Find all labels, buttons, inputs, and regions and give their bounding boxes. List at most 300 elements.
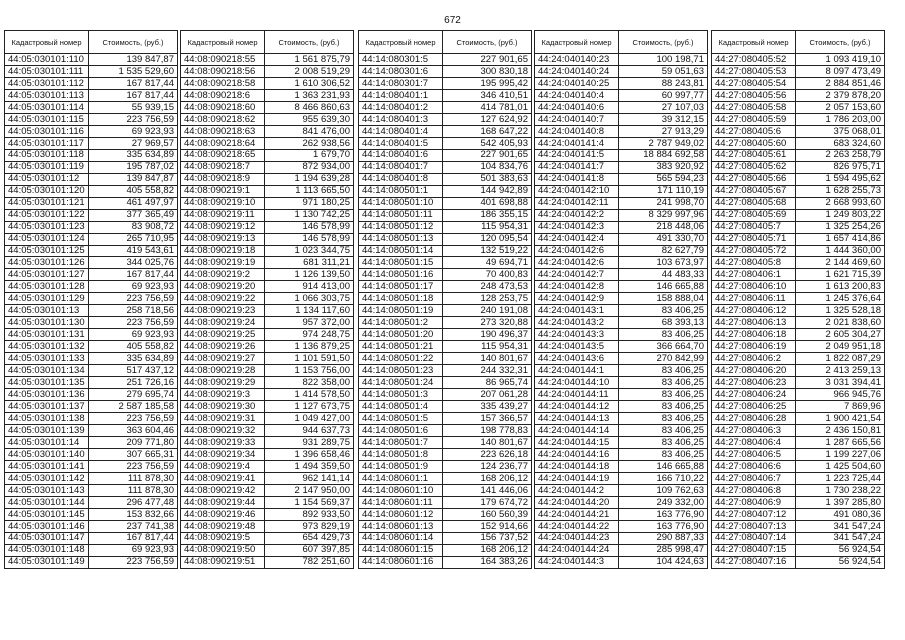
table-row xyxy=(359,113,532,125)
header-row xyxy=(5,31,178,54)
table-row xyxy=(359,137,532,149)
table-row xyxy=(5,293,178,305)
cadastral-number-cell: 44:05:030101:112 xyxy=(5,77,89,89)
table-row xyxy=(712,556,885,568)
cost-cell: 55 939,15 xyxy=(89,101,178,113)
table-row xyxy=(712,413,885,425)
cadastral-number-cell: 44:24:040144:1 xyxy=(535,365,619,377)
column-header-cadastral: Кадастровый номер xyxy=(5,31,89,54)
table-row xyxy=(712,389,885,401)
cadastral-number-cell: 44:05:030101:119 xyxy=(5,161,89,173)
cadastral-number-cell: 44:05:030101:133 xyxy=(5,353,89,365)
table-row xyxy=(5,353,178,365)
table-row xyxy=(712,54,885,66)
cadastral-number-cell: 44:08:090219:22 xyxy=(181,293,265,305)
table-row xyxy=(535,437,708,449)
cadastral-number-cell: 44:14:080501:21 xyxy=(359,341,443,353)
cadastral-number-cell: 44:14:080501:15 xyxy=(359,257,443,269)
cadastral-number-cell: 44:14:080501:14 xyxy=(359,245,443,257)
cost-cell: 115 954,31 xyxy=(443,221,532,233)
cost-cell: 244 332,31 xyxy=(443,365,532,377)
table-row xyxy=(181,89,354,101)
table-row xyxy=(712,401,885,413)
cost-cell: 124 236,77 xyxy=(443,460,532,472)
table-row xyxy=(535,149,708,161)
table-row xyxy=(359,448,532,460)
table-row xyxy=(181,197,354,209)
table-row xyxy=(359,269,532,281)
cadastral-number-cell: 44:05:030101:147 xyxy=(5,532,89,544)
table-row xyxy=(535,113,708,125)
table-row xyxy=(181,401,354,413)
table-row xyxy=(359,365,532,377)
cost-cell: 49 694,71 xyxy=(443,257,532,269)
table-row xyxy=(712,125,885,137)
cadastral-number-cell: 44:08:090219:33 xyxy=(181,437,265,449)
cadastral-number-cell: 44:05:030101:140 xyxy=(5,448,89,460)
table-row xyxy=(5,113,178,125)
cost-cell: 83 406,25 xyxy=(619,329,708,341)
table-row xyxy=(5,544,178,556)
table-row xyxy=(359,389,532,401)
cost-cell: 931 289,75 xyxy=(265,437,354,449)
cadastral-number-cell: 44:08:090219:29 xyxy=(181,377,265,389)
cost-cell: 565 594,23 xyxy=(619,173,708,185)
table-row xyxy=(181,425,354,437)
table-row xyxy=(535,329,708,341)
cadastral-number-cell: 44:05:030101:143 xyxy=(5,484,89,496)
cost-cell: 401 698,88 xyxy=(443,197,532,209)
cost-cell: 1 287 665,56 xyxy=(796,437,885,449)
cadastral-number-cell: 44:08:090219:3 xyxy=(181,389,265,401)
cadastral-number-cell: 44:27:080407:15 xyxy=(712,544,796,556)
cadastral-number-cell: 44:08:090219:19 xyxy=(181,257,265,269)
cadastral-number-cell: 44:05:030101:121 xyxy=(5,197,89,209)
table-row xyxy=(5,233,178,245)
cadastral-number-cell: 44:14:080501:22 xyxy=(359,353,443,365)
cost-cell: 83 406,25 xyxy=(619,448,708,460)
cadastral-number-cell: 44:27:080406:12 xyxy=(712,305,796,317)
cadastral-number-cell: 44:05:030101:149 xyxy=(5,556,89,568)
cadastral-number-cell: 44:14:080301:5 xyxy=(359,54,443,66)
cost-cell: 1 093 419,10 xyxy=(796,54,885,66)
cadastral-number-cell: 44:05:030101:127 xyxy=(5,269,89,281)
cadastral-number-cell: 44:27:080406:19 xyxy=(712,341,796,353)
table-row xyxy=(712,209,885,221)
cadastral-number-cell: 44:05:030101:125 xyxy=(5,245,89,257)
register-table-1 xyxy=(4,30,178,569)
cost-cell: 841 476,00 xyxy=(265,125,354,137)
cadastral-number-cell: 44:05:030101:114 xyxy=(5,101,89,113)
table-row xyxy=(359,484,532,496)
table-row xyxy=(5,197,178,209)
table-row xyxy=(535,484,708,496)
table-row xyxy=(181,54,354,66)
cost-cell: 8 466 860,63 xyxy=(265,101,354,113)
cadastral-number-cell: 44:24:040144:24 xyxy=(535,544,619,556)
table-row xyxy=(359,520,532,532)
cost-cell: 1 730 238,22 xyxy=(796,484,885,496)
cost-cell: 115 954,31 xyxy=(443,341,532,353)
table-row xyxy=(359,281,532,293)
table-row xyxy=(712,472,885,484)
table-row xyxy=(359,305,532,317)
register-table-4 xyxy=(534,30,708,569)
table-row xyxy=(181,101,354,113)
table-row xyxy=(5,89,178,101)
cadastral-number-cell: 44:24:040142:6 xyxy=(535,257,619,269)
cadastral-number-cell: 44:08:090218:62 xyxy=(181,113,265,125)
table-row xyxy=(712,460,885,472)
table-row xyxy=(181,113,354,125)
cadastral-number-cell: 44:27:080406:10 xyxy=(712,281,796,293)
cost-cell: 209 771,80 xyxy=(89,437,178,449)
cadastral-number-cell: 44:24:040142:10 xyxy=(535,185,619,197)
cadastral-number-cell: 44:27:080406:1 xyxy=(712,269,796,281)
column-header-cost: Стоимость, (руб.) xyxy=(89,31,178,54)
cost-cell: 120 095,54 xyxy=(443,233,532,245)
cadastral-number-cell: 44:05:030101:123 xyxy=(5,221,89,233)
cadastral-number-cell: 44:08:090219:12 xyxy=(181,221,265,233)
cost-cell: 69 923,93 xyxy=(89,544,178,556)
cost-cell: 69 923,93 xyxy=(89,329,178,341)
cadastral-number-cell: 44:08:090219:34 xyxy=(181,448,265,460)
cadastral-number-cell: 44:05:030101:132 xyxy=(5,341,89,353)
cost-cell: 1 610 306,52 xyxy=(265,77,354,89)
cadastral-number-cell: 44:14:080401:4 xyxy=(359,125,443,137)
cost-cell: 461 497,97 xyxy=(89,197,178,209)
table-row xyxy=(712,113,885,125)
cost-cell: 248 473,53 xyxy=(443,281,532,293)
cadastral-number-cell: 44:14:080501:6 xyxy=(359,425,443,437)
cadastral-number-cell: 44:27:080406:23 xyxy=(712,377,796,389)
cadastral-number-cell: 44:27:080405:62 xyxy=(712,161,796,173)
table-row xyxy=(181,365,354,377)
table-row xyxy=(535,508,708,520)
cost-cell: 163 776,90 xyxy=(619,520,708,532)
cost-cell: 240 191,08 xyxy=(443,305,532,317)
cost-cell: 1 325 528,18 xyxy=(796,305,885,317)
cost-cell: 59 051,63 xyxy=(619,65,708,77)
cost-cell: 405 558,82 xyxy=(89,341,178,353)
cadastral-number-cell: 44:05:030101:138 xyxy=(5,413,89,425)
cadastral-number-cell: 44:24:040141:8 xyxy=(535,173,619,185)
cost-cell: 8 329 997,96 xyxy=(619,209,708,221)
table-row xyxy=(5,437,178,449)
table-row xyxy=(5,556,178,568)
cadastral-number-cell: 44:14:080501:7 xyxy=(359,437,443,449)
cost-cell: 166 710,22 xyxy=(619,472,708,484)
cadastral-number-cell: 44:27:080406:24 xyxy=(712,389,796,401)
table-row xyxy=(535,257,708,269)
cadastral-number-cell: 44:14:080501:8 xyxy=(359,448,443,460)
cost-cell: 296 477,48 xyxy=(89,496,178,508)
cadastral-number-cell: 44:27:080405:52 xyxy=(712,54,796,66)
table-row xyxy=(359,532,532,544)
cadastral-number-cell: 44:08:090219:51 xyxy=(181,556,265,568)
cost-cell: 1 657 414,86 xyxy=(796,233,885,245)
cadastral-number-cell: 44:05:030101:141 xyxy=(5,460,89,472)
cost-cell: 68 393,13 xyxy=(619,317,708,329)
cadastral-number-cell: 44:08:090219:26 xyxy=(181,341,265,353)
table-row xyxy=(5,532,178,544)
cadastral-number-cell: 44:14:080501:16 xyxy=(359,269,443,281)
table-row xyxy=(181,437,354,449)
table-row xyxy=(359,77,532,89)
cost-cell: 1 101 591,50 xyxy=(265,353,354,365)
cost-cell: 2 021 838,60 xyxy=(796,317,885,329)
cadastral-number-cell: 44:05:030101:131 xyxy=(5,329,89,341)
cadastral-number-cell: 44:14:080601:13 xyxy=(359,520,443,532)
cost-cell: 207 061,28 xyxy=(443,389,532,401)
cadastral-number-cell: 44:14:080501:17 xyxy=(359,281,443,293)
table-row xyxy=(712,221,885,233)
cadastral-number-cell: 44:08:090219:4 xyxy=(181,460,265,472)
cost-cell: 973 829,19 xyxy=(265,520,354,532)
table-row xyxy=(535,281,708,293)
cadastral-number-cell: 44:14:080501:12 xyxy=(359,221,443,233)
cost-cell: 153 832,66 xyxy=(89,508,178,520)
table-row xyxy=(535,209,708,221)
table-row xyxy=(181,556,354,568)
cadastral-number-cell: 44:27:080406:3 xyxy=(712,425,796,437)
cadastral-number-cell: 44:14:080601:11 xyxy=(359,496,443,508)
cadastral-number-cell: 44:05:030101:129 xyxy=(5,293,89,305)
table-row xyxy=(181,377,354,389)
cadastral-number-cell: 44:24:040144:21 xyxy=(535,508,619,520)
cost-cell: 1 245 376,64 xyxy=(796,293,885,305)
cost-cell: 227 901,65 xyxy=(443,149,532,161)
cadastral-number-cell: 44:05:030101:124 xyxy=(5,233,89,245)
cadastral-number-cell: 44:08:090219:48 xyxy=(181,520,265,532)
cadastral-number-cell: 44:08:090219:30 xyxy=(181,401,265,413)
cadastral-number-cell: 44:24:040144:13 xyxy=(535,413,619,425)
cost-cell: 2 049 951,18 xyxy=(796,341,885,353)
table-row xyxy=(5,137,178,149)
cadastral-number-cell: 44:08:090219:24 xyxy=(181,317,265,329)
cost-cell: 83 406,25 xyxy=(619,389,708,401)
cadastral-number-cell: 44:05:030101:135 xyxy=(5,377,89,389)
table-row xyxy=(181,472,354,484)
table-row xyxy=(5,209,178,221)
cost-cell: 962 141,14 xyxy=(265,472,354,484)
cost-cell: 109 762,63 xyxy=(619,484,708,496)
table-row xyxy=(181,484,354,496)
cost-cell: 223 756,59 xyxy=(89,413,178,425)
table-row xyxy=(181,305,354,317)
cost-cell: 7 869,96 xyxy=(796,401,885,413)
cadastral-number-cell: 44:27:080406:7 xyxy=(712,472,796,484)
cost-cell: 307 665,31 xyxy=(89,448,178,460)
cost-cell: 1 130 742,25 xyxy=(265,209,354,221)
cadastral-number-cell: 44:24:040140:6 xyxy=(535,101,619,113)
table-row xyxy=(181,245,354,257)
cost-cell: 1 194 639,28 xyxy=(265,173,354,185)
table-row xyxy=(5,54,178,66)
cost-cell: 249 332,00 xyxy=(619,496,708,508)
table-row xyxy=(535,54,708,66)
cost-cell: 2 668 993,60 xyxy=(796,197,885,209)
cadastral-number-cell: 44:08:090218:63 xyxy=(181,125,265,137)
table-row xyxy=(535,101,708,113)
table-row xyxy=(535,317,708,329)
cadastral-number-cell: 44:14:080401:2 xyxy=(359,101,443,113)
cost-cell: 186 355,15 xyxy=(443,209,532,221)
table-row xyxy=(5,125,178,137)
table-row xyxy=(359,173,532,185)
table-row xyxy=(181,221,354,233)
cadastral-number-cell: 44:14:080501:3 xyxy=(359,389,443,401)
cost-cell: 139 847,87 xyxy=(89,173,178,185)
cost-cell: 171 110,19 xyxy=(619,185,708,197)
table-row xyxy=(5,269,178,281)
cost-cell: 2 147 950,00 xyxy=(265,484,354,496)
cost-cell: 1 613 200,83 xyxy=(796,281,885,293)
cadastral-number-cell: 44:05:030101:126 xyxy=(5,257,89,269)
table-row xyxy=(535,460,708,472)
cadastral-number-cell: 44:24:040143:6 xyxy=(535,353,619,365)
cadastral-number-cell: 44:27:080405:72 xyxy=(712,245,796,257)
cadastral-number-cell: 44:08:090218:56 xyxy=(181,65,265,77)
table-row xyxy=(712,233,885,245)
cost-cell: 144 942,89 xyxy=(443,185,532,197)
header-row xyxy=(712,31,885,54)
cadastral-number-cell: 44:14:080501:13 xyxy=(359,233,443,245)
cost-cell: 218 448,06 xyxy=(619,221,708,233)
cadastral-number-cell: 44:24:040141:4 xyxy=(535,137,619,149)
cost-cell: 2 605 304,27 xyxy=(796,329,885,341)
cadastral-number-cell: 44:05:030101:148 xyxy=(5,544,89,556)
table-row xyxy=(181,209,354,221)
table-row xyxy=(5,425,178,437)
cadastral-number-cell: 44:24:040141:5 xyxy=(535,149,619,161)
table-row xyxy=(712,101,885,113)
table-row xyxy=(359,197,532,209)
table-row xyxy=(181,173,354,185)
cost-cell: 955 639,30 xyxy=(265,113,354,125)
cost-cell: 782 251,60 xyxy=(265,556,354,568)
table-row xyxy=(535,472,708,484)
cost-cell: 346 410,51 xyxy=(443,89,532,101)
cost-cell: 3 031 394,41 xyxy=(796,377,885,389)
table-row xyxy=(712,293,885,305)
table-row xyxy=(359,556,532,568)
cadastral-number-cell: 44:27:080406:2 xyxy=(712,353,796,365)
cadastral-number-cell: 44:08:090219:25 xyxy=(181,329,265,341)
cost-cell: 104 424,63 xyxy=(619,556,708,568)
table-row xyxy=(181,77,354,89)
cost-cell: 654 429,73 xyxy=(265,532,354,544)
table-row xyxy=(359,161,532,173)
table-row xyxy=(359,65,532,77)
cost-cell: 344 025,76 xyxy=(89,257,178,269)
cost-cell: 167 817,44 xyxy=(89,77,178,89)
cost-cell: 104 834,76 xyxy=(443,161,532,173)
table-row xyxy=(5,185,178,197)
table-row xyxy=(181,233,354,245)
cadastral-number-cell: 44:08:090219:11 xyxy=(181,209,265,221)
cadastral-number-cell: 44:08:090218:55 xyxy=(181,54,265,66)
cost-cell: 83 406,25 xyxy=(619,401,708,413)
cost-cell: 164 383,26 xyxy=(443,556,532,568)
table-row xyxy=(5,341,178,353)
cadastral-number-cell: 44:27:080407:16 xyxy=(712,556,796,568)
cost-cell: 18 884 692,58 xyxy=(619,149,708,161)
cost-cell: 251 726,16 xyxy=(89,377,178,389)
cadastral-number-cell: 44:08:090219:20 xyxy=(181,281,265,293)
header-row xyxy=(181,31,354,54)
page-number: 672 xyxy=(444,15,461,26)
cost-cell: 383 920,92 xyxy=(619,161,708,173)
table-row xyxy=(359,233,532,245)
cadastral-number-cell: 44:27:080405:53 xyxy=(712,65,796,77)
cost-cell: 363 604,46 xyxy=(89,425,178,437)
table-row xyxy=(181,65,354,77)
cadastral-number-cell: 44:27:080406:25 xyxy=(712,401,796,413)
cadastral-number-cell: 44:05:030101:144 xyxy=(5,496,89,508)
cost-cell: 414 781,01 xyxy=(443,101,532,113)
cadastral-number-cell: 44:08:090219:46 xyxy=(181,508,265,520)
table-row xyxy=(359,377,532,389)
cost-cell: 300 830,18 xyxy=(443,65,532,77)
cost-cell: 517 437,12 xyxy=(89,365,178,377)
cost-cell: 1 561 875,79 xyxy=(265,54,354,66)
column-header-cost: Стоимость, (руб.) xyxy=(265,31,354,54)
cadastral-number-cell: 44:27:080405:59 xyxy=(712,113,796,125)
table-row xyxy=(5,101,178,113)
table-row xyxy=(712,341,885,353)
cadastral-number-cell: 44:27:080405:61 xyxy=(712,149,796,161)
cadastral-number-cell: 44:27:080406:8 xyxy=(712,484,796,496)
register-table-5 xyxy=(711,30,885,569)
table-row xyxy=(181,317,354,329)
table-row xyxy=(359,54,532,66)
cost-cell: 270 842,99 xyxy=(619,353,708,365)
cost-cell: 1 397 285,80 xyxy=(796,496,885,508)
cost-cell: 822 358,00 xyxy=(265,377,354,389)
cadastral-number-cell: 44:24:040140:4 xyxy=(535,89,619,101)
table-row xyxy=(712,484,885,496)
cadastral-number-cell: 44:14:080401:8 xyxy=(359,173,443,185)
table-row xyxy=(712,520,885,532)
table-row xyxy=(535,197,708,209)
cadastral-number-cell: 44:14:080601:16 xyxy=(359,556,443,568)
cadastral-number-cell: 44:27:080406:9 xyxy=(712,496,796,508)
cost-cell: 966 945,76 xyxy=(796,389,885,401)
cadastral-number-cell: 44:24:040140:25 xyxy=(535,77,619,89)
table-row xyxy=(535,221,708,233)
cadastral-number-cell: 44:14:080601:14 xyxy=(359,532,443,544)
cost-cell: 223 756,59 xyxy=(89,293,178,305)
table-row xyxy=(712,89,885,101)
cost-cell: 2 587 185,58 xyxy=(89,401,178,413)
cadastral-number-cell: 44:24:040144:20 xyxy=(535,496,619,508)
table-row xyxy=(535,65,708,77)
cost-cell: 128 253,75 xyxy=(443,293,532,305)
cost-cell: 1 396 658,46 xyxy=(265,448,354,460)
cadastral-number-cell: 44:05:030101:120 xyxy=(5,185,89,197)
cost-cell: 1 127 673,75 xyxy=(265,401,354,413)
cost-cell: 1 136 879,25 xyxy=(265,341,354,353)
cadastral-number-cell: 44:14:080401:1 xyxy=(359,89,443,101)
table-row xyxy=(535,556,708,568)
table-row xyxy=(359,257,532,269)
cost-cell: 1 425 504,60 xyxy=(796,460,885,472)
cadastral-number-cell: 44:08:090219:41 xyxy=(181,472,265,484)
table-row xyxy=(535,544,708,556)
table-row xyxy=(5,496,178,508)
cadastral-number-cell: 44:24:040140:8 xyxy=(535,125,619,137)
